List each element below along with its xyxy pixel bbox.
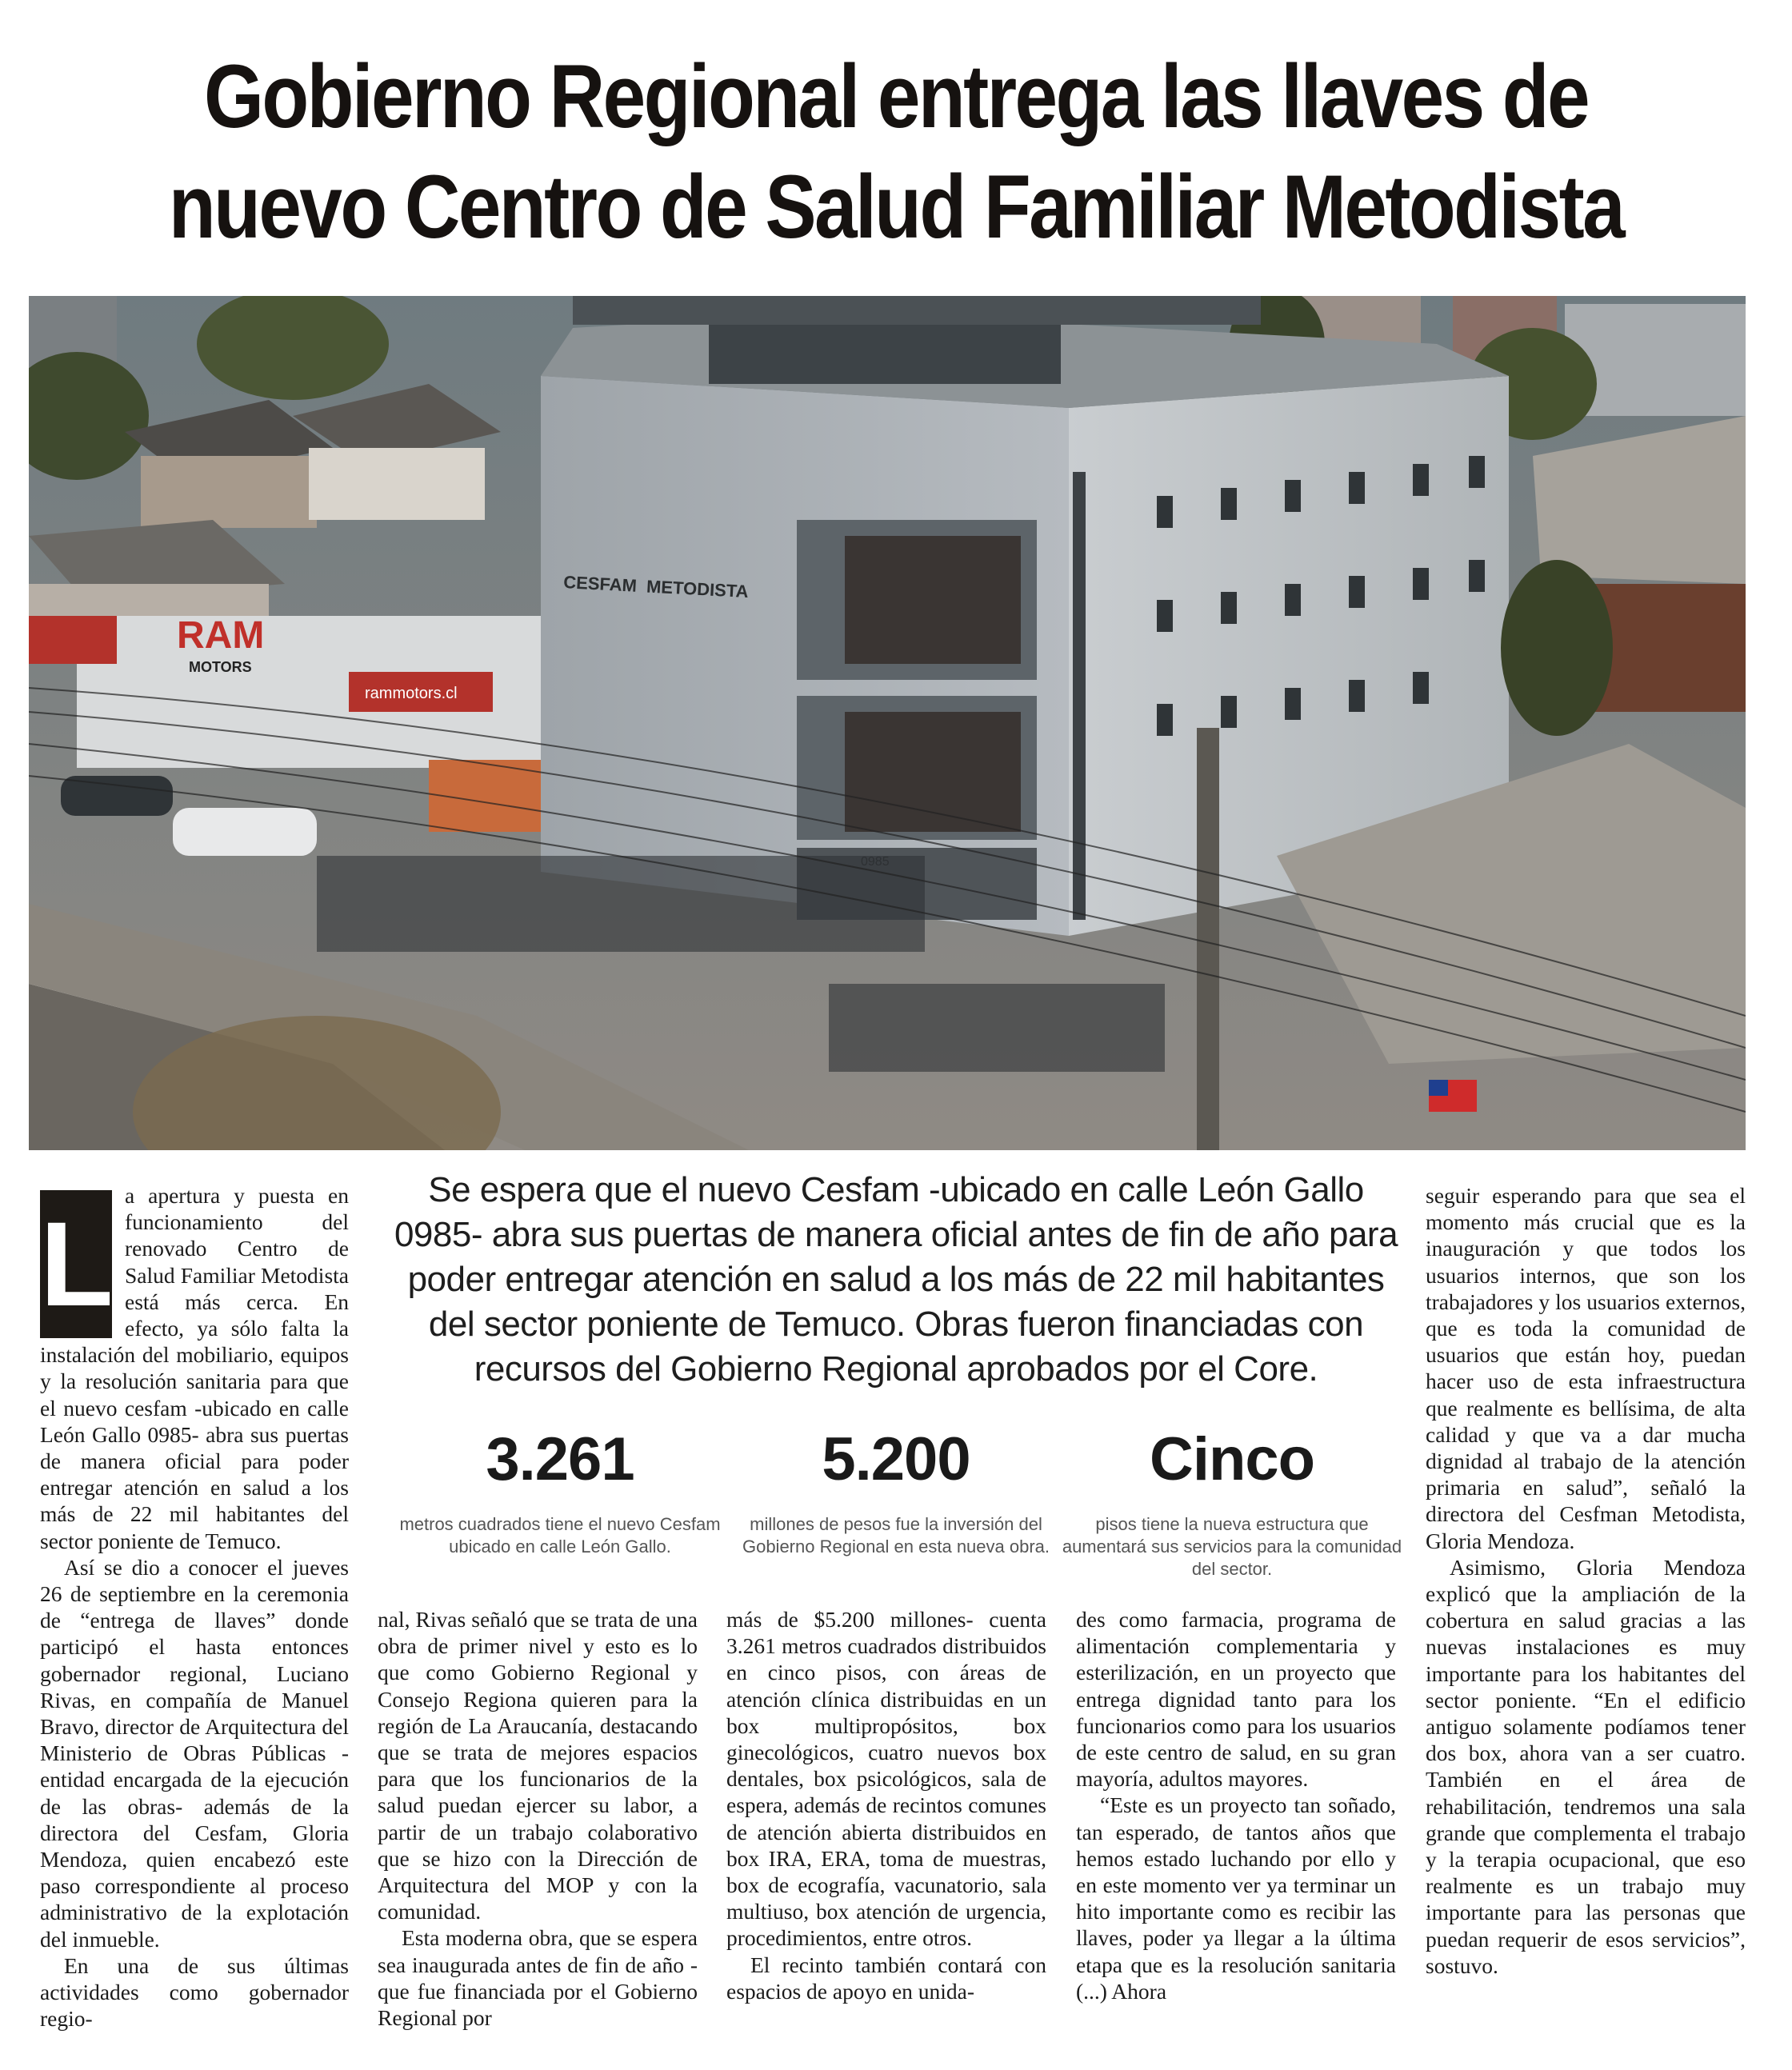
headline: Gobierno Regional entrega las llaves de nuevo Centro de Salud Familiar Metodista [168, 46, 1624, 257]
ram-sign: RAM [177, 614, 265, 657]
paragraph: más de $5.200 millones- cuenta 3.261 metros cuadrados distribuidos en cinco pisos, con áreas de atención clínica distribuidas en un box multipropósitos, box ginecológicos, cuatro nuevos box dentales, box psicológicos, sala de espera, además de recintos comunes de atención abierta distribuidos en box IRA, ERA, toma de muestras, box de ecografía, vacunatorio, sala multiuso, box atención de urgencia, procedimientos, entre otros. [726, 1607, 1046, 1951]
paragraph: Así se dio a conocer el jueves 26 de septiembre en la ceremonia de “entrega de llaves” donde participó el hasta entonces gobernador regional, Luciano Rivas, en compañía de Manuel Bravo, director de Arquitectura del Ministerio de Obras Públicas -entidad encargada de la ejecución de las obras- además de la directora del Cesfam, Gloria Mendoza, quien encabezó este paso correspondiente al proceso administrativo de la explotación del inmueble. [40, 1554, 349, 1952]
paragraph: “Este es un proyecto tan soñado, tan esperado, de tantos años que hemos estado luchando por ello y en este momento ver ya terminar un hito importante como es recibir las llaves, poder ya llegar a la última etapa que es la resolución sanitaria (...) Ahora [1076, 1792, 1396, 2004]
stat-area [388, 1424, 732, 1558]
cesfam-building-photo [29, 296, 1746, 1150]
paragraph: nal, Rivas señaló que se trata de una obra de primer nivel y esto es lo que como Gobierno Regional y Consejo Regiona quieren para la región de La Araucanía, destacando que se trata de mejores espacios para que los funcionarios de la salud puedan ejercer su labor, a partir de un trabajo colaborativo que se hizo con la Dirección de Arquitectura del MOP y con la comunidad. [378, 1607, 698, 1924]
drop-cap: L [40, 1190, 112, 1338]
stat-value: 5.200 [822, 1425, 970, 1493]
web-sign: rammotors.cl [365, 685, 458, 702]
stat-caption: pisos tiene la nueva estructura que aumentará sus servicios para la comunidad del sector. [1062, 1514, 1402, 1579]
utility-pole [1197, 728, 1219, 1150]
article-column-5 [1426, 1182, 1746, 1979]
paragraph: seguir esperando para que sea el momento más crucial que es la inauguración y que todos los usuarios internos, que son los trabajadores y los usuarios externos, que es toda la comunidad de usuarios que están hoy, puedan hacer uso de esta infraestructura que realmente es bellísima, de alta calidad y que va a dar mucha dignidad al trabajo de la atención primaria en salud”, señaló la directora del Cesfman Metodista, Gloria Mendoza. [1426, 1183, 1746, 1553]
paragraph: En una de sus últimas actividades como gobernador regio- [40, 1952, 349, 2032]
stat-floors [1060, 1424, 1404, 1580]
stat-investment [724, 1424, 1068, 1558]
dealership-building [77, 616, 573, 768]
article-column-1 [40, 1182, 349, 2032]
motors-sign: MOTORS [189, 659, 252, 675]
stat-caption: millones de pesos fue la inversión del Gobierno Regional en esta nueva obra. [742, 1514, 1050, 1556]
paragraph: Esta moderna obra, que se espera sea inaugurada antes de fin de año -que fue financiada por el Gobierno Regional por [378, 1925, 698, 2031]
article-column-3 [726, 1606, 1046, 2004]
article-column-2 [378, 1606, 698, 2031]
lead-paragraph: Se espera que el nuevo Cesfam -ubicado en calle León Gallo 0985- abra sus puertas de manera oficial antes de fin de año para poder entregar atención en salud a los más de 22 mil habitantes del sector poniente de Temuco. Obras fueron financiadas con recursos del Gobierno Regional aprobados por el Core. [394, 1170, 1398, 1389]
paragraph: Asimismo, Gloria Mendoza explicó que la ampliación de la cobertura en salud gracias a las nuevas instalaciones es muy importante para los habitantes del sector poniente. “En el edificio antiguo solamente podíamos tener dos box, ahora van a ser cuatro. También en el área de rehabilitación, tendremos una sala grande que complementa el trabajo y la terapia ocupacional, que eso realmente es un trabajo muy importante para las personas que puedan requerir de esos servicios”, sostuvo. [1426, 1554, 1746, 1978]
cesfam-sign: CESFAM METODISTA [562, 572, 750, 602]
stat-value: 3.261 [486, 1425, 634, 1493]
stat-value: Cinco [1149, 1425, 1315, 1493]
paragraph: a apertura y puesta en funcionamiento del renovado Centro de Salud Familiar Metodista está más cerca. En efecto, ya sólo falta la instalación del mobiliario, equipos y la resolución sanitaria para que el nuevo cesfam -ubicado en calle León Gallo 0985- abra sus puertas de manera oficial para poder entregar atención en salud a los más de 22 mil habitantes del sector poniente de Temuco. [40, 1183, 349, 1553]
paragraph: des como farmacia, programa de alimentación complementaria y esterilización, en un proyecto que entrega dignidad tanto para los funcionarios como para los usuarios de este centro de salud, en su gran mayoría, adultos mayores. [1076, 1607, 1396, 1792]
paragraph: El recinto también contará con espacios de apoyo en unida- [726, 1952, 1046, 2004]
stat-caption: metros cuadrados tiene el nuevo Cesfam ubicado en calle León Gallo. [399, 1514, 721, 1556]
article-column-4 [1076, 1606, 1396, 2004]
